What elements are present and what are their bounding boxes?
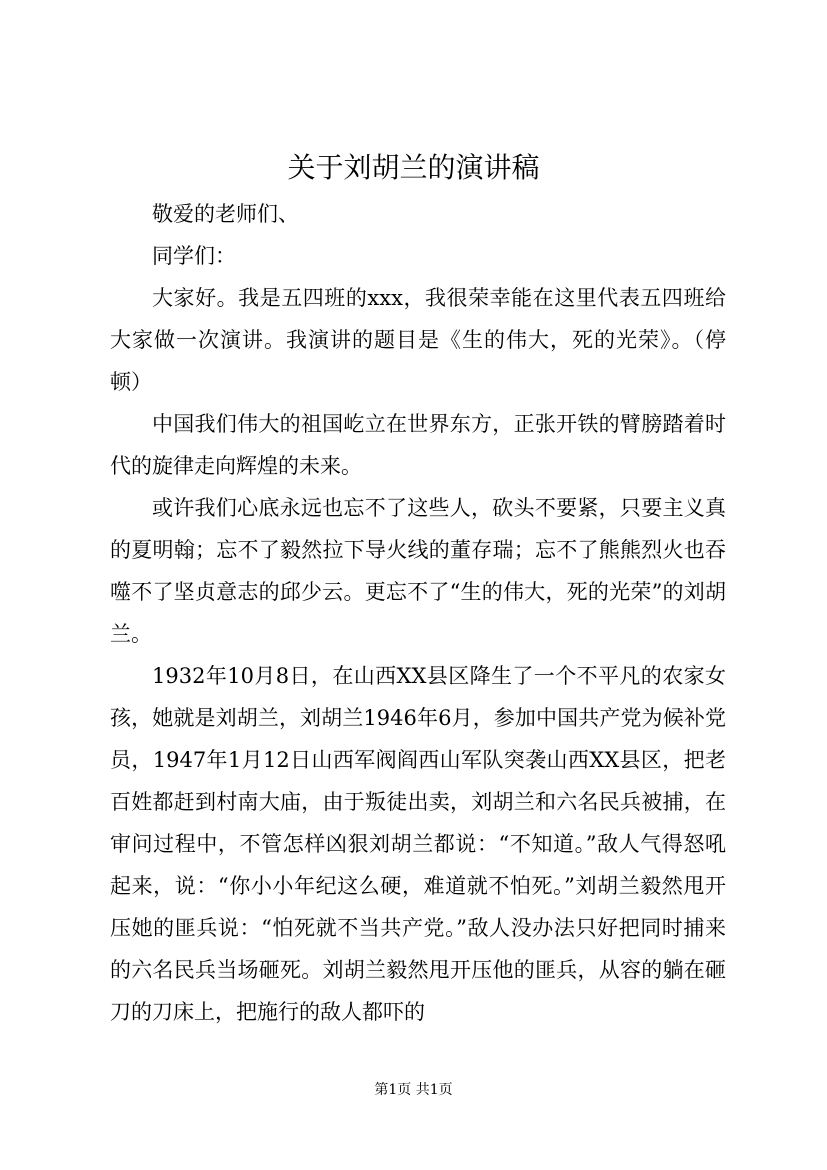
paragraph-salutation-2: 同学们： [152,244,236,268]
page-footer: 第1页 共1页 [374,1082,453,1098]
paragraph-biography: 1932年10月8日，在山西XX县区降生了一个不平凡的农家女孩，她就是刘胡兰，刘胡兰1946年6月，参加中国共产党为候补党员，1947年1月12日山西军阀阎西山军队突袭山西XX县区，把老百姓都赶到村南大庙，由于叛徒出卖，刘胡兰和六名民兵被捕，在审问过程中，不管怎样凶狠刘胡兰都说：“不知道。”敌人气得怒吼起来，说：“你小小年纪这么硬，难道就不怕死。”刘胡兰毅然甩开压她的匪兵说：“怕死就不当共产党。”敌人没办法只好把同时捕来的六名民兵当场砸死。刘胡兰毅然甩开压他的匪兵，从容的躺在砸刀的刀床上，把施行的敌人都吓的 [110,664,726,1024]
paragraph-salutation-1: 敬爱的老师们、 [152,202,299,226]
document-body [110,193,726,1033]
paragraph-greeting: 大家好。我是五四班的xxx，我很荣幸能在这里代表五四班给大家做一次演讲。我演讲的题目是《生的伟大，死的光荣》。（停顿） [110,286,726,394]
paragraph-heroes: 或许我们心底永远也忘不了这些人，砍头不要紧，只要主义真的夏明翰；忘不了毅然拉下导火线的董存瑞；忘不了熊熊烈火也吞噬不了坚贞意志的邱少云。更忘不了“生的伟大，死的光荣”的刘胡兰。 [110,496,726,646]
document-title: 关于刘胡兰的演讲稿 [287,151,540,184]
paragraph-motherland: 中国我们伟大的祖国屹立在世界东方，正张开铁的臂膀踏着时代的旋律走向辉煌的未来。 [110,412,726,478]
